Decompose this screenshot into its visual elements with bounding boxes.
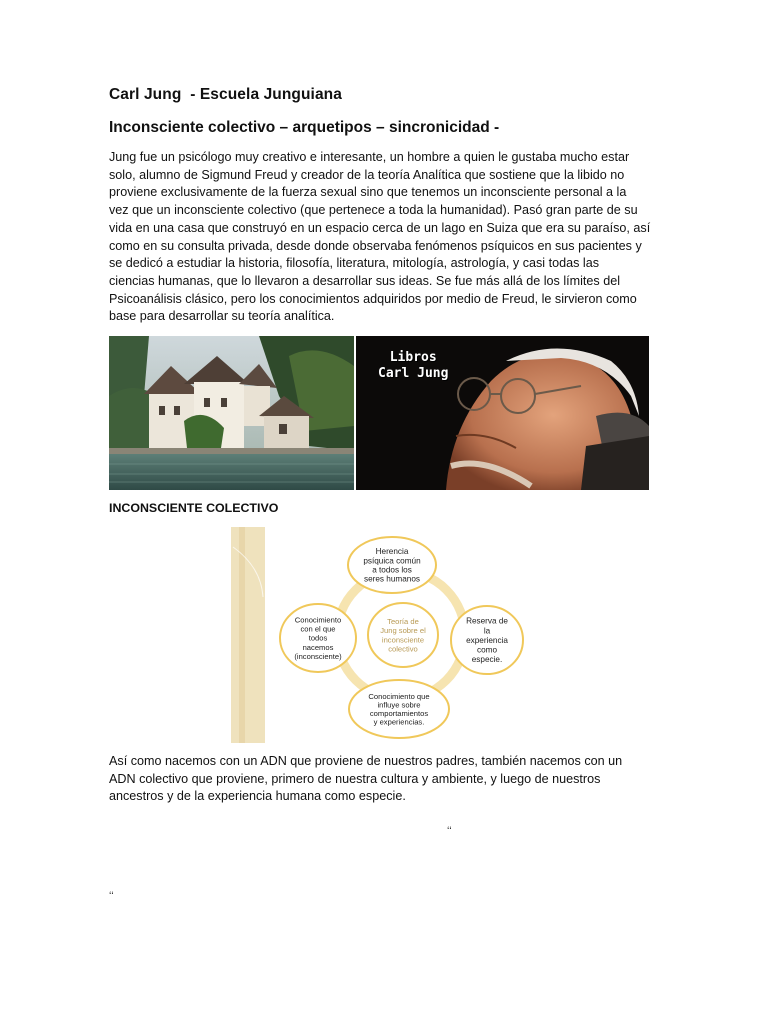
photo-caption-line: Libros [389,350,437,365]
intro-line: como en su consulta privada, desde donde observaba fenómenos psíquicos en sus pacientes y [109,238,642,253]
jung-portrait-photo [356,336,649,490]
closing-line: Así como nacemos con un ADN que proviene de nuestros padres, también nacemos con un [109,754,623,768]
photo-caption [378,350,448,382]
intro-line: vida en una casa que construyó en un espacio cerca de un lago en Suiza que era su paraíso, así [109,220,651,235]
diagram-node-text: la [483,626,491,636]
diagram-sidebar [231,527,265,743]
intro-line: ciencias humanas, que lo llevaron a desarrollar sus ideas. Se fue más allá de los límites del [109,273,621,288]
diagram-node-text: Herencia [375,547,409,557]
diagram-node-text: comportamientos [369,708,429,718]
closing-line: ADN colectivo que proviene, primero de nuestra cultura y ambiente, y luego de nuestros [109,771,601,786]
closing-line: ancestros y de la experiencia humana como especie. [109,789,406,804]
diagram-node-text: experiencia [466,635,508,645]
intro-paragraph [109,149,669,326]
intro-line: solo, alumno de Sigmund Freud y creador de la teoría Analítica que sostiene que la libido no [109,167,625,182]
quote-mark: ‘‘ [109,890,114,902]
diagram-node-text: a todos los [372,565,412,575]
diagram-node-text: Jung sobre el [380,626,426,636]
diagram-node-text: seres humanos [364,574,420,584]
diagram-node-text: Conocimiento que [368,691,430,701]
quote-mark: ‘‘ [447,825,452,837]
intro-line: se dedicó a estudiar la historia, filosofía, literatura, mitología, astrología, y casi todas las [109,256,600,271]
diagram-node-text: y experiencias. [373,717,425,727]
diagram-node-right [451,606,523,674]
diagram-node-bottom [349,680,449,738]
house-lake-photo [109,336,354,490]
page-subtitle: Inconsciente colectivo – arquetipos – sincronicidad - [109,119,500,136]
diagram-node-text: psíquica común [363,556,421,566]
diagram-node-text: colectivo [388,644,418,654]
diagram-node-text: con el que [300,624,336,634]
section-heading: INCONSCIENTE COLECTIVO [109,501,279,515]
intro-line: Jung fue un psicólogo muy creativo e interesante, un hombre a quien le gustaba mucho estar [109,150,630,164]
diagram-node-text: especie. [471,655,503,665]
diagram-node-text: como [476,645,498,655]
diagram-node-text: Teoría de [387,616,419,626]
intro-line: vez que un inconsciente colectivo (que pertenece a toda la humanidad). Pasó gran parte de su [109,203,638,218]
diagram-node-text: nacemos [302,642,334,652]
intro-line: base para desarrollar su teoría analítica. [109,309,335,324]
closing-paragraph [109,753,669,806]
diagram-node-text: Reserva de [466,616,508,626]
page-title: Carl Jung - Escuela Junguiana [109,86,342,103]
intro-line: proviene exclusivamente de la fuerza sexual sino que tenemos un inconsciente personal a la [109,185,627,200]
diagram-node-center [368,603,438,667]
diagram-node-left [280,604,356,672]
diagram-node-top [348,537,436,593]
collective-unconscious-diagram [231,527,537,743]
diagram-node-text: influye sobre [377,700,421,710]
diagram-node-text: (inconsciente) [294,652,342,662]
photo-caption-line: Carl Jung [378,366,449,381]
diagram-node-text: inconsciente [381,635,425,645]
diagram-node-text: Conocimiento [294,615,342,625]
intro-line: Psicoanálisis clásico, pero los conocimientos adquiridos por medio de Freud, le sirvieron como [109,291,637,306]
diagram-node-text: todos [308,633,328,643]
